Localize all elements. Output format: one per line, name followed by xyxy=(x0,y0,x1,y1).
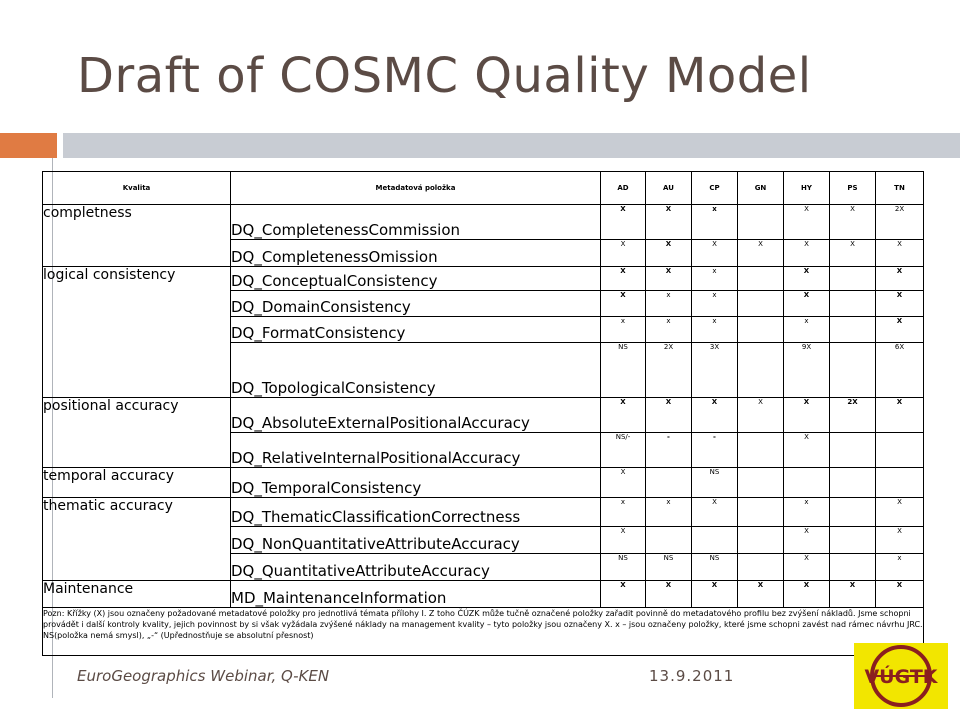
cell xyxy=(738,291,784,317)
cell: X xyxy=(876,398,924,433)
cell xyxy=(738,554,784,581)
metadata-item: DQ_CompletenessOmission xyxy=(231,240,601,267)
table-row xyxy=(43,267,924,291)
header-hy: HY xyxy=(784,172,830,205)
cell: X xyxy=(738,581,784,608)
quality-label: temporal accuracy xyxy=(43,468,231,498)
cell: X xyxy=(601,240,646,267)
cell: X xyxy=(646,205,692,240)
cell: - xyxy=(692,433,738,468)
cell xyxy=(830,498,876,527)
cell xyxy=(738,527,784,554)
cell: NS/- xyxy=(601,433,646,468)
header-metadatova-polozka: Metadatová položka xyxy=(231,172,601,205)
metadata-item: DQ_CompletenessCommission xyxy=(231,205,601,240)
cell: X xyxy=(692,398,738,433)
cell: X xyxy=(646,267,692,291)
cell: X xyxy=(784,398,830,433)
cell: NS xyxy=(601,554,646,581)
footer-date: 13.9.2011 xyxy=(649,667,735,685)
vugtk-logo xyxy=(854,643,948,709)
cell: X xyxy=(876,317,924,343)
metadata-item: DQ_RelativeInternalPositionalAccuracy xyxy=(231,433,601,468)
quality-table xyxy=(42,171,924,656)
cell xyxy=(876,468,924,498)
header-gn: GN xyxy=(738,172,784,205)
header-bar xyxy=(63,133,960,158)
cell: X xyxy=(692,240,738,267)
cell: X xyxy=(738,240,784,267)
cell xyxy=(830,267,876,291)
cell: NS xyxy=(601,343,646,398)
table-note-row xyxy=(43,608,924,656)
cell: x xyxy=(876,554,924,581)
cell: x xyxy=(646,291,692,317)
cell: X xyxy=(830,240,876,267)
cell xyxy=(830,433,876,468)
table-row xyxy=(43,468,924,498)
cell: - xyxy=(646,433,692,468)
metadata-item: DQ_NonQuantitativeAttributeAccuracy xyxy=(231,527,601,554)
cell xyxy=(830,527,876,554)
cell: 9X xyxy=(784,343,830,398)
cell xyxy=(830,554,876,581)
cell: X xyxy=(601,581,646,608)
cell: X xyxy=(830,581,876,608)
quality-label: logical consistency xyxy=(43,267,231,398)
cell: 6X xyxy=(876,343,924,398)
cell: X xyxy=(784,267,830,291)
cell: X xyxy=(784,581,830,608)
header-tn: TN xyxy=(876,172,924,205)
header-kvalita: Kvalita xyxy=(43,172,231,205)
cell: X xyxy=(830,205,876,240)
logo-text: VÚGTK xyxy=(864,666,938,688)
cell: NS xyxy=(692,468,738,498)
cell: x xyxy=(692,205,738,240)
header-ps: PS xyxy=(830,172,876,205)
cell: X xyxy=(601,291,646,317)
header-ad: AD xyxy=(601,172,646,205)
cell: x xyxy=(692,317,738,343)
cell xyxy=(738,317,784,343)
cell: X xyxy=(876,527,924,554)
cell xyxy=(738,468,784,498)
cell: NS xyxy=(646,554,692,581)
quality-label: thematic accuracy xyxy=(43,498,231,581)
cell: x xyxy=(692,291,738,317)
slide-title: Draft of COSMC Quality Model xyxy=(77,48,812,104)
cell: X xyxy=(784,240,830,267)
metadata-item: DQ_AbsoluteExternalPositionalAccuracy xyxy=(231,398,601,433)
cell: X xyxy=(692,581,738,608)
cell: x xyxy=(601,498,646,527)
cell: X xyxy=(784,433,830,468)
cell: X xyxy=(601,468,646,498)
cell: x xyxy=(784,317,830,343)
table-row xyxy=(43,398,924,433)
cell: NS xyxy=(692,554,738,581)
quality-label: Maintenance xyxy=(43,581,231,608)
cell xyxy=(738,205,784,240)
metadata-item: DQ_TopologicalConsistency xyxy=(231,343,601,398)
cell: X xyxy=(784,291,830,317)
table-row xyxy=(43,205,924,240)
cell: X xyxy=(876,291,924,317)
cell xyxy=(830,317,876,343)
cell: X xyxy=(601,205,646,240)
cell xyxy=(738,343,784,398)
cell: X xyxy=(646,398,692,433)
cell: X xyxy=(784,205,830,240)
cell: X xyxy=(692,498,738,527)
cell: X xyxy=(601,267,646,291)
cell xyxy=(830,291,876,317)
cell: X xyxy=(784,554,830,581)
cell xyxy=(784,468,830,498)
cell xyxy=(646,527,692,554)
cell xyxy=(738,267,784,291)
cell xyxy=(830,468,876,498)
metadata-item: MD_MaintenanceInformation xyxy=(231,581,601,608)
cell xyxy=(692,527,738,554)
cell: 2X xyxy=(830,398,876,433)
quality-label: completness xyxy=(43,205,231,267)
metadata-item: DQ_QuantitativeAttributeAccuracy xyxy=(231,554,601,581)
cell: x xyxy=(646,498,692,527)
cell: X xyxy=(646,240,692,267)
cell: 3X xyxy=(692,343,738,398)
cell: x xyxy=(692,267,738,291)
table-note: Pozn: Křížky (X) jsou označeny požadované metadatové položky pro jednotlivá témata přílohy I. Z toho ČÚZK může tučně označené položky zařadit povinně do metadatového profilu bez zvýšení nákladů. Jsme schopni provádět i další kontroly kvality, jejich povinnost by si však vyžádala zvýšené náklady na management kvality – tyto položky jsou označeny X. x – jsou označeny položky, které jsme schopni zavést nad rámec návrhu JRC. NS(položka nemá smysl), „-“ (Upřednostňuje se absolutní přesnost) xyxy=(43,608,924,656)
cell xyxy=(830,343,876,398)
metadata-item: DQ_DomainConsistency xyxy=(231,291,601,317)
cell: 2X xyxy=(876,205,924,240)
cell xyxy=(876,433,924,468)
cell: X xyxy=(876,267,924,291)
table-row xyxy=(43,498,924,527)
metadata-item: DQ_ConceptualConsistency xyxy=(231,267,601,291)
cell: X xyxy=(876,240,924,267)
cell: X xyxy=(601,398,646,433)
quality-label: positional accuracy xyxy=(43,398,231,468)
cell: X xyxy=(876,498,924,527)
cell: X xyxy=(738,398,784,433)
header-au: AU xyxy=(646,172,692,205)
table-header-row xyxy=(43,172,924,205)
cell: 2X xyxy=(646,343,692,398)
cell: x xyxy=(784,498,830,527)
metadata-item: DQ_TemporalConsistency xyxy=(231,468,601,498)
table-row xyxy=(43,581,924,608)
cell: X xyxy=(784,527,830,554)
cell xyxy=(738,498,784,527)
cell: X xyxy=(876,581,924,608)
cell: X xyxy=(646,581,692,608)
cell xyxy=(646,468,692,498)
metadata-item: DQ_FormatConsistency xyxy=(231,317,601,343)
cell: x xyxy=(646,317,692,343)
cell xyxy=(738,433,784,468)
header-cp: CP xyxy=(692,172,738,205)
footer-event: EuroGeographics Webinar, Q-KEN xyxy=(77,667,330,685)
cell: X xyxy=(601,527,646,554)
metadata-item: DQ_ThematicClassificationCorrectness xyxy=(231,498,601,527)
cell: x xyxy=(601,317,646,343)
accent-bar xyxy=(0,133,57,158)
